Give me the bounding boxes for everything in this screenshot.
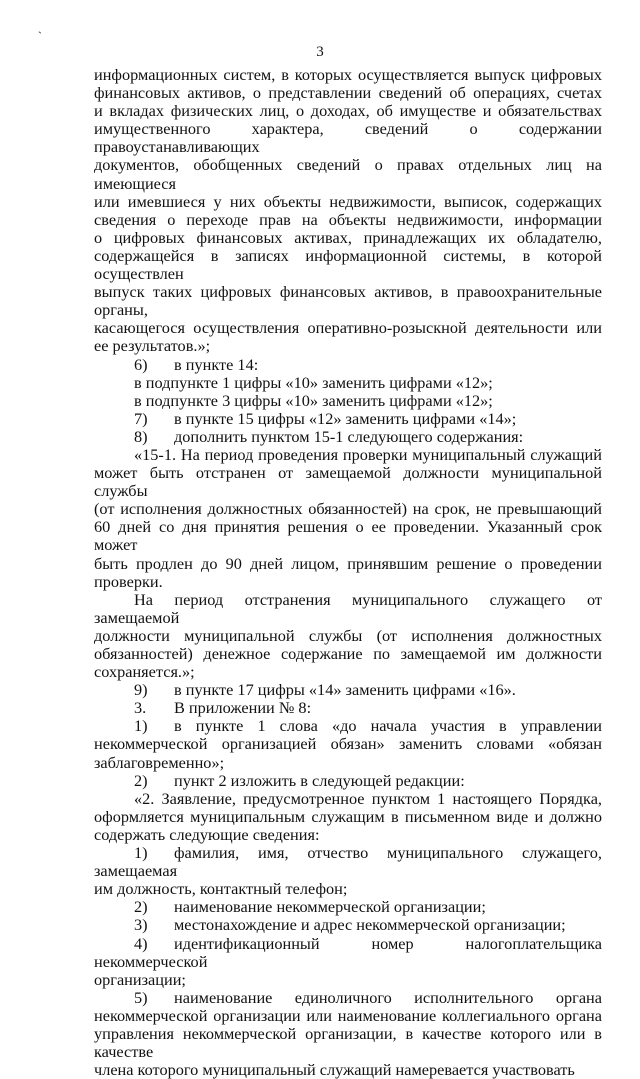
text-line [94, 102, 602, 120]
item-number: 4) [134, 933, 148, 953]
line-text: некоммерческой организацией обязан» заменить словами «обязан [94, 734, 602, 754]
text-line [94, 446, 602, 464]
text-line [94, 518, 602, 554]
line-text: 60 дней со дня принятия решения о ее проведении. Указанный срок может [94, 517, 602, 555]
line-text: выпуск таких цифровых финансовых активов, в правоохранительные органы, [94, 282, 602, 320]
text-line [94, 229, 602, 247]
line-text: пункт 2 изложить в следующей редакции: [174, 770, 465, 790]
item-number: 2) [134, 770, 148, 790]
line-text: должности муниципальной службы (от исполнения должностных [94, 625, 602, 645]
line-text: им должность, контактный телефон; [94, 879, 348, 899]
line-text: в пункте 14: [174, 354, 259, 374]
page-number: 3 [316, 44, 324, 60]
line-text: члена которого муниципальный служащий намеревается участвовать [94, 1060, 575, 1079]
text-line [94, 735, 602, 753]
line-text: (от исполнения должностных обязанностей) на срок, не превышающий [94, 499, 602, 519]
line-text: документов, обобщенных сведений о правах отдельных лиц на имеющиеся [94, 155, 602, 193]
line-text: дополнить пунктом 15-1 следующего содержания: [174, 426, 524, 446]
scan-mark: ` [38, 29, 42, 43]
text-line [94, 211, 602, 229]
line-text: управления некоммерческой организации, в качестве которого или в качестве [94, 1023, 602, 1062]
text-line [94, 392, 602, 410]
item-number: 3) [134, 915, 148, 935]
text-line [94, 66, 602, 84]
numbered-item [94, 681, 602, 699]
item-number: 9) [134, 680, 148, 700]
line-text: в подпункте 1 цифры «10» заменить цифрами «12»; [134, 372, 493, 392]
line-text: информационных систем, в которых осуществляется выпуск цифровых [94, 65, 602, 84]
line-text: в подпункте 3 цифры «10» заменить цифрами «12»; [134, 390, 493, 410]
text-line [94, 754, 602, 772]
text-line [94, 156, 602, 192]
line-text: может быть отстранен от замещаемой должности муниципальной службы [94, 463, 602, 501]
text-line [94, 337, 602, 355]
numbered-item [94, 428, 602, 446]
text-line [94, 120, 602, 156]
item-number: 6) [134, 354, 148, 374]
line-text: В приложении № 8: [174, 698, 312, 718]
text-line [94, 1007, 602, 1025]
line-text: «2. Заявление, предусмотренное пунктом 1 настоящего Порядка, [134, 788, 602, 808]
numbered-item [94, 772, 602, 790]
item-number: 7) [134, 408, 148, 428]
line-text: некоммерческой организации или наименование коллегиального органа [94, 1005, 602, 1025]
numbered-item [94, 356, 602, 374]
text-line [94, 319, 602, 337]
line-text: в пункте 17 цифры «14» заменить цифрами «16». [174, 680, 516, 700]
text-line [94, 500, 602, 518]
numbered-item [94, 989, 602, 1007]
line-text: проверки. [94, 571, 163, 591]
line-text: оформляется муниципальным служащим в письменном виде и должно [94, 806, 602, 826]
numbered-item [94, 699, 602, 717]
numbered-item [94, 916, 602, 934]
line-text: быть продлен до 90 дней лицом, принявшим решение о проведении [94, 553, 602, 573]
line-text: финансовых активов, о представлении сведений об операциях, счетах [94, 83, 602, 103]
line-text: и вкладах физических лиц, о доходах, об имуществе и обязательствах [94, 101, 602, 121]
line-text: касающегося осуществления оперативно-розыскной деятельности или [94, 318, 602, 338]
text-line [94, 193, 602, 211]
line-text: в пункте 15 цифры «12» заменить цифрами «14»; [174, 408, 517, 428]
item-number: 5) [134, 987, 148, 1007]
text-line [94, 283, 602, 319]
item-number: 1) [134, 843, 148, 863]
line-text: или имевшиеся у них объекты недвижимости, выписок, содержащих [94, 191, 602, 211]
line-text: наименование некоммерческой организации; [174, 897, 486, 917]
numbered-item [94, 717, 602, 735]
text-line [94, 971, 602, 989]
text-line [94, 790, 602, 808]
text-line [94, 555, 602, 573]
item-number: 3. [134, 698, 147, 718]
text-line [94, 627, 602, 645]
text-line [94, 374, 602, 392]
text-line [94, 573, 602, 591]
item-number: 2) [134, 897, 148, 917]
line-text: сохраняется.»; [94, 662, 195, 682]
text-line [94, 880, 602, 898]
line-text: местонахождение и адрес некоммерческой организации; [174, 915, 566, 935]
text-line [94, 663, 602, 681]
line-text: организации; [94, 969, 186, 989]
line-text: наименование единоличного исполнительного органа [174, 987, 602, 1007]
text-line [94, 1061, 602, 1079]
line-text: идентификационный номер налогоплательщика некоммерческой [94, 933, 602, 971]
item-number: 1) [134, 716, 148, 736]
line-text: содержать следующие сведения: [94, 824, 320, 844]
line-text: «15-1. На период проведения проверки муниципальный служащий [134, 444, 602, 464]
text-line [94, 247, 602, 283]
text-line [94, 645, 602, 663]
text-line [94, 826, 602, 844]
line-text: ее результатов.»; [94, 336, 211, 356]
numbered-item [94, 898, 602, 916]
line-text: сведения о переходе прав на объекты недвижимости, информации [94, 209, 602, 229]
line-text: На период отстранения муниципального служащего от замещаемой [94, 589, 602, 627]
line-text: о цифровых финансовых активах, принадлежащих их обладателю, [94, 227, 602, 247]
document-body [94, 66, 602, 1079]
line-text: обязанностей) денежное содержание по замещаемой им должности [94, 644, 602, 663]
item-number: 8) [134, 426, 148, 446]
numbered-item [94, 844, 602, 880]
text-line [94, 464, 602, 500]
line-text: в пункте 1 слова «до начала участия в управлении [174, 716, 602, 736]
numbered-item [94, 935, 602, 971]
line-text: имущественного характера, сведений о содержании правоустанавливающих [94, 119, 602, 157]
text-line [94, 808, 602, 826]
text-line [94, 1025, 602, 1061]
line-text: фамилия, имя, отчество муниципального служащего, замещаемая [94, 843, 602, 881]
text-line [94, 591, 602, 627]
text-line [94, 84, 602, 102]
line-text: заблаговременно»; [94, 752, 225, 772]
numbered-item [94, 410, 602, 428]
line-text: содержащейся в записях информационной системы, в которой осуществлен [94, 245, 602, 284]
